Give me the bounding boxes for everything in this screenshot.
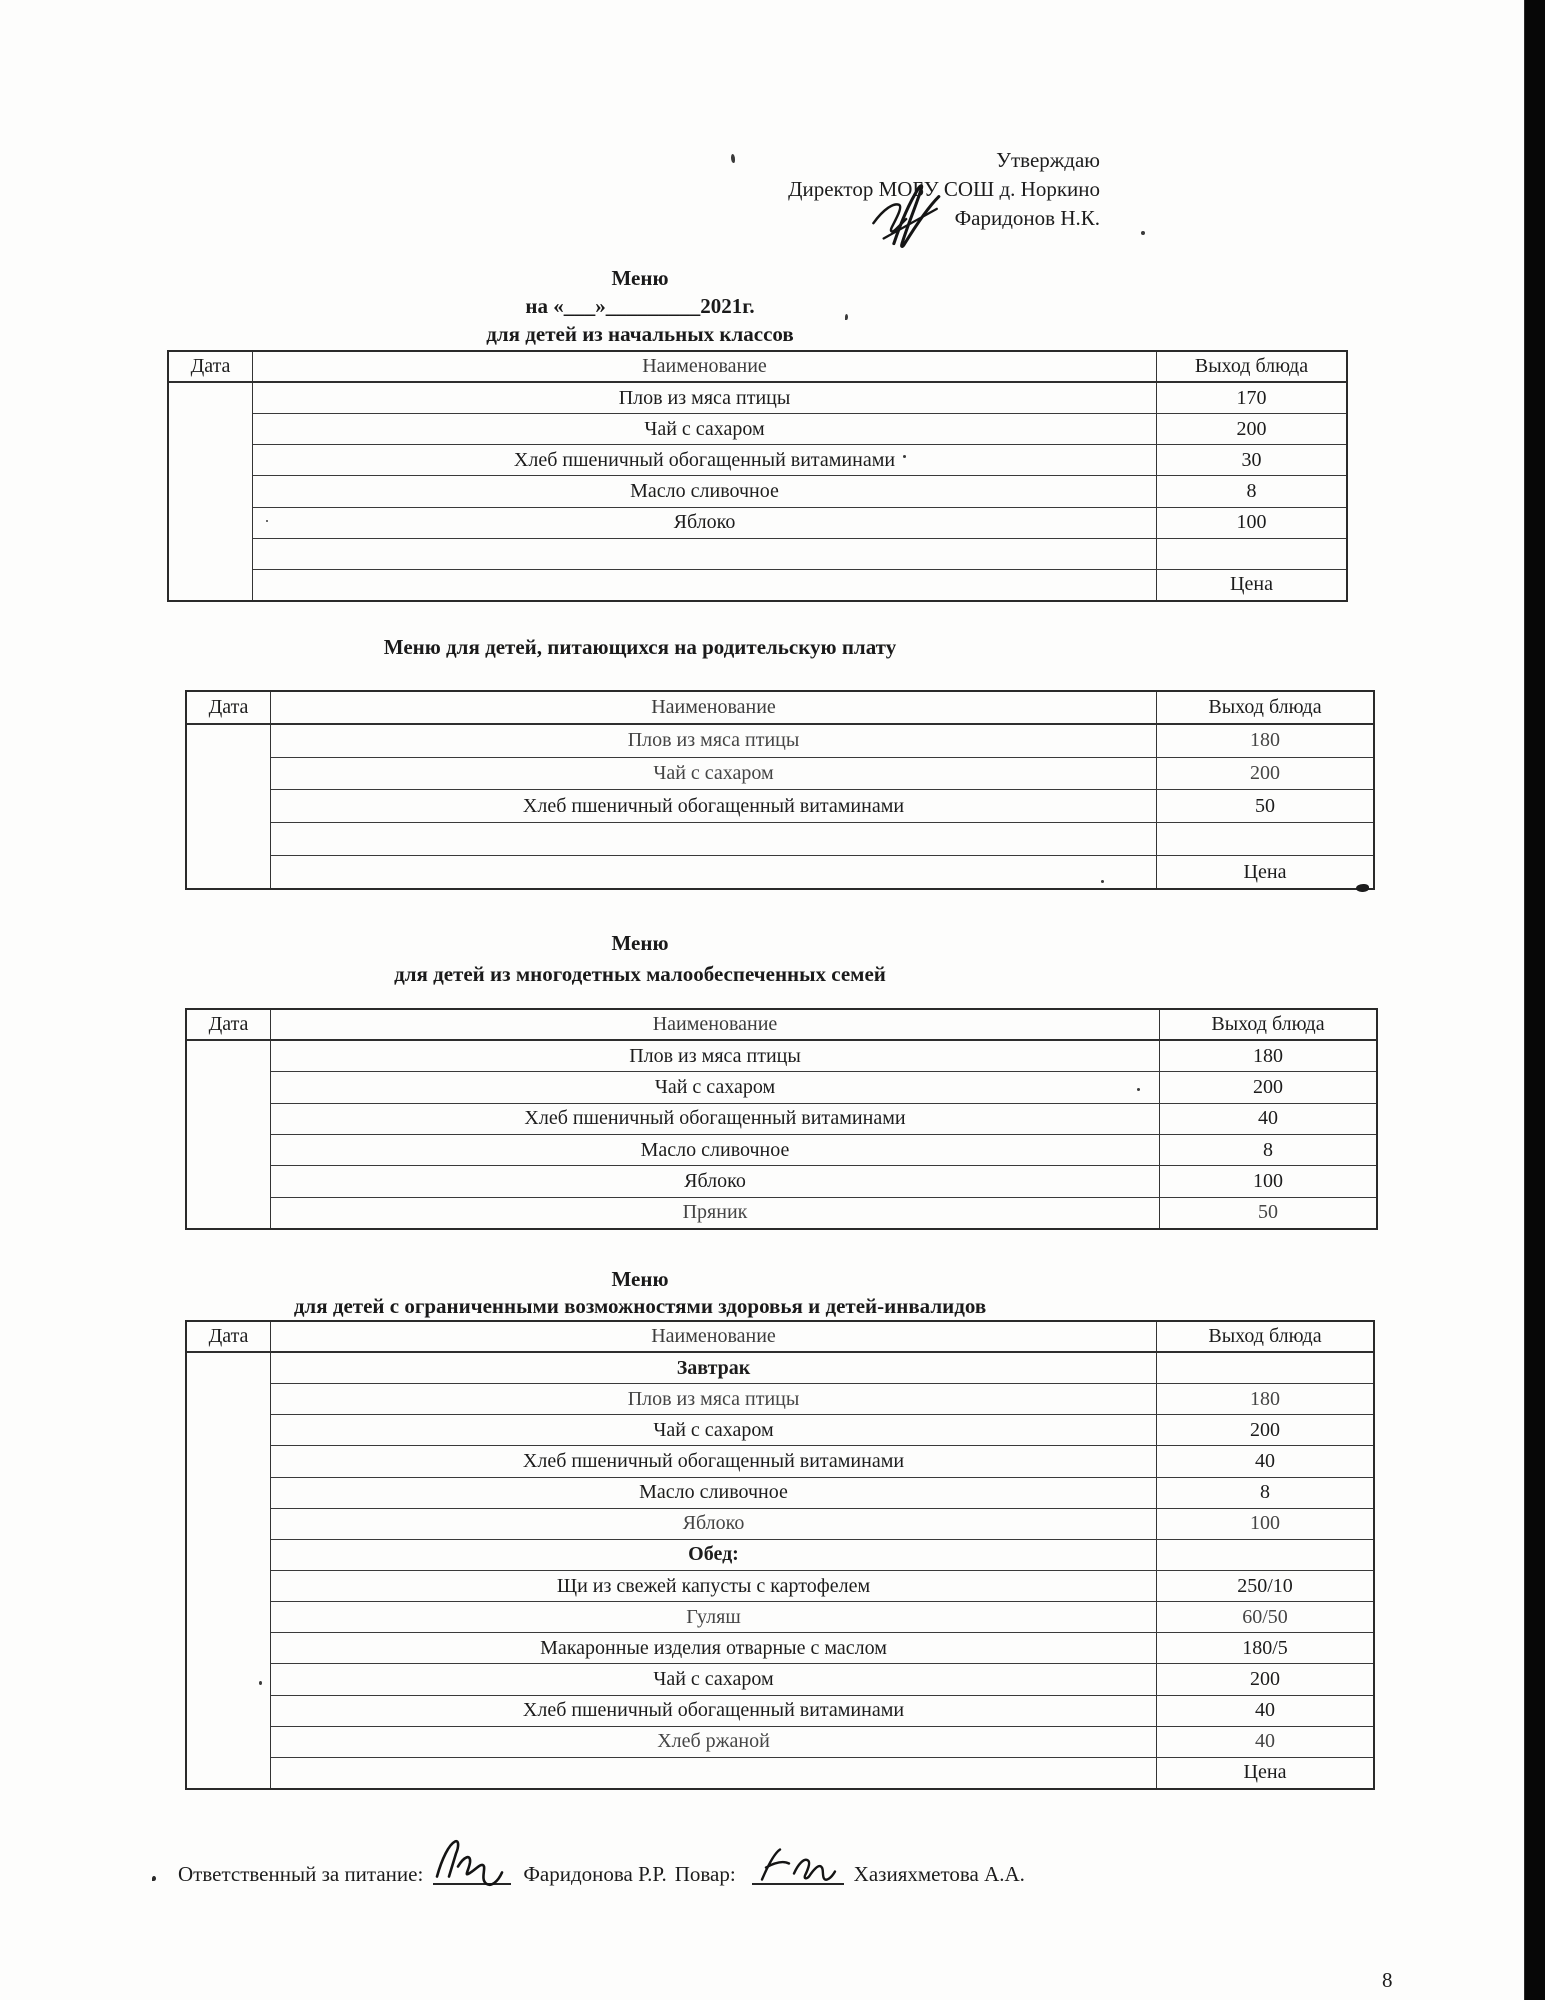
footer-signatures (178, 1862, 1033, 1887)
scan-speck (1356, 884, 1369, 892)
dish-name: Чай с сахаром (653, 1668, 774, 1691)
menu-title-2 (165, 634, 1115, 660)
dish-output: 8 (1159, 1135, 1376, 1165)
table-row (271, 725, 1373, 757)
table-row (253, 475, 1346, 506)
dish-output: Цена (1156, 1758, 1373, 1788)
dish-output: 40 (1156, 1696, 1373, 1726)
scan-speck (1137, 1088, 1140, 1091)
column-header-output: Выход блюда (1156, 1322, 1373, 1351)
dish-output: Цена (1156, 570, 1346, 600)
menu-table-disabled-children (185, 1320, 1375, 1790)
date-column-cell (187, 725, 271, 888)
dish-name: Макаронные изделия отварные с маслом (540, 1636, 887, 1659)
table-row (271, 1197, 1376, 1228)
table-row (271, 1539, 1373, 1570)
menu-title-line: Меню для детей, питающихся на родительскую плату (383, 635, 897, 659)
dish-name: Плов из мяса птицы (629, 1044, 801, 1067)
approval-line-2: Директор МОБУ СОШ д. Норкино (788, 177, 1100, 201)
menu-title-line: для детей из начальных классов (486, 322, 794, 346)
dish-name: Плов из мяса птицы (618, 386, 791, 409)
dish-output: 200 (1156, 1415, 1373, 1445)
dish-name: Щи из свежей капусты с картофелем (556, 1574, 871, 1597)
page-number: 8 (1382, 1968, 1393, 1992)
responsible-label: Ответственный за питание: (178, 1862, 424, 1886)
dish-name: Плов из мяса птицы (627, 1387, 800, 1410)
table-row (271, 1477, 1373, 1508)
dish-name: Хлеб ржаной (657, 1730, 770, 1753)
dish-output: 180 (1159, 1041, 1376, 1071)
table-header (187, 1010, 1376, 1041)
dish-name: Яблоко (682, 1512, 745, 1535)
column-header-date: Дата (187, 1010, 271, 1039)
table-row (253, 383, 1346, 413)
dish-output: 180 (1156, 725, 1373, 757)
scan-speck (731, 154, 735, 163)
approval-line-1: Утверждаю (996, 148, 1100, 172)
director-signature (855, 180, 947, 252)
menu-title-4 (165, 1266, 1115, 1320)
dish-output (1156, 823, 1373, 855)
column-header-output: Выход блюда (1156, 692, 1373, 723)
scan-edge-bar (1524, 0, 1545, 2000)
table-row (271, 1165, 1376, 1196)
dish-output: 40 (1156, 1727, 1373, 1757)
date-column-cell (187, 1353, 271, 1788)
dish-name: Хлеб пшеничный обогащенный витаминами (522, 1450, 905, 1473)
dish-output (1156, 1353, 1373, 1383)
approval-block (560, 146, 1100, 233)
table-row (253, 444, 1346, 475)
table-row (271, 1353, 1373, 1383)
column-header-name: Наименование (642, 355, 767, 377)
table-row (271, 1726, 1373, 1757)
dish-output: 200 (1156, 758, 1373, 790)
dish-name: Масло сливочное (640, 1138, 790, 1161)
dish-name: Яблоко (684, 1170, 746, 1193)
table-row (271, 1632, 1373, 1663)
column-header-output: Выход блюда (1156, 352, 1346, 381)
table-header (187, 692, 1373, 725)
dish-output (1156, 1540, 1373, 1570)
menu-title-line: на «___»_________2021г. (525, 294, 755, 318)
dish-name: Чай с сахаром (653, 761, 774, 784)
column-header-date: Дата (187, 1322, 271, 1351)
dish-name: Чай с сахаром (654, 1076, 776, 1099)
table-header (169, 352, 1346, 383)
dish-output: 180/5 (1156, 1633, 1373, 1663)
table-row (271, 1383, 1373, 1414)
table-row (253, 538, 1346, 569)
menu-title-1 (165, 264, 1115, 348)
column-header-name: Наименование (651, 1325, 776, 1348)
dish-name: Плов из мяса птицы (627, 729, 800, 752)
dish-name: Масло сливочное (630, 479, 779, 502)
dish-output: 40 (1159, 1104, 1376, 1134)
dish-output: 200 (1156, 414, 1346, 444)
dish-name: Хлеб пшеничный обогащенный витаминами (524, 1107, 906, 1130)
dish-name: Чай с сахаром (653, 1418, 774, 1441)
dish-name: Хлеб пшеничный обогащенный витаминами (522, 794, 905, 817)
dish-output (1156, 539, 1346, 569)
scan-speck (266, 520, 268, 522)
table-row (271, 1071, 1376, 1102)
dish-output: 50 (1159, 1198, 1376, 1228)
dish-output: 200 (1159, 1072, 1376, 1102)
table-row (271, 1445, 1373, 1476)
scan-speck (845, 314, 848, 320)
dish-name: Обед: (688, 1543, 739, 1566)
table-row (253, 413, 1346, 444)
responsible-signature (433, 1881, 511, 1885)
dish-output: 50 (1156, 790, 1373, 822)
dish-name (271, 823, 1156, 855)
menu-title-3 (165, 928, 1115, 990)
menu-table-primary-classes (167, 350, 1348, 602)
dish-name: Завтрак (676, 1356, 751, 1379)
date-column-cell (169, 383, 253, 600)
dish-name (253, 539, 1156, 569)
dish-name: Чай с сахаром (644, 417, 765, 440)
table-header (187, 1322, 1373, 1353)
table-row (271, 757, 1373, 790)
dish-name: Яблоко (673, 511, 736, 534)
dish-output: 40 (1156, 1446, 1373, 1476)
menu-title-line: для детей из многодетных малообеспеченных семей (394, 962, 886, 986)
table-row (271, 1414, 1373, 1445)
dish-name: Хлеб пшеничный обогащенный витаминами (513, 448, 896, 471)
scan-speck (1101, 880, 1104, 883)
dish-name (253, 570, 1156, 600)
table-row (253, 507, 1346, 538)
dish-output: Цена (1156, 856, 1373, 888)
dish-name (271, 856, 1156, 888)
dish-output: 100 (1156, 508, 1346, 538)
dish-name (271, 1758, 1156, 1788)
dish-output: 30 (1156, 445, 1346, 475)
dish-output: 60/50 (1156, 1602, 1373, 1632)
menu-title-line: для детей с ограниченными возможностями здоровья и детей-инвалидов (293, 1294, 987, 1318)
table-row (271, 1663, 1373, 1694)
table-row (271, 789, 1373, 822)
table-row (271, 822, 1373, 855)
dish-output: 250/10 (1156, 1571, 1373, 1601)
approval-line-3: Фаридонов Н.К. (954, 206, 1100, 230)
scan-speck (903, 455, 906, 458)
menu-title-line: Меню (611, 931, 669, 955)
menu-table-parent-paid (185, 690, 1375, 890)
dish-name: Хлеб пшеничный обогащенный витаминами (522, 1699, 905, 1722)
menu-table-large-families (185, 1008, 1378, 1230)
dish-output: 100 (1159, 1166, 1376, 1196)
menu-title-line: Меню (611, 266, 669, 290)
scan-speck (152, 1876, 156, 1881)
column-header-date: Дата (187, 692, 271, 723)
scan-speck (1141, 231, 1145, 235)
dish-output: 200 (1156, 1664, 1373, 1694)
table-row (271, 1508, 1373, 1539)
dish-output: 170 (1156, 383, 1346, 413)
dish-output: 8 (1156, 1478, 1373, 1508)
cook-signature (752, 1881, 844, 1885)
dish-output: 8 (1156, 476, 1346, 506)
date-column-cell (187, 1041, 271, 1228)
cook-label: Повар: (674, 1862, 736, 1886)
dish-output: 180 (1156, 1384, 1373, 1414)
dish-name: Гуляш (686, 1605, 741, 1628)
table-row (271, 1570, 1373, 1601)
column-header-date: Дата (169, 352, 253, 381)
scan-speck (259, 1681, 262, 1685)
table-row (271, 855, 1373, 888)
table-row (253, 569, 1346, 600)
table-row (271, 1134, 1376, 1165)
dish-name: Пряник (682, 1201, 748, 1224)
table-row (271, 1103, 1376, 1134)
column-header-name: Наименование (652, 1013, 778, 1036)
dish-output: 100 (1156, 1509, 1373, 1539)
menu-title-line: Меню (611, 1267, 669, 1291)
column-header-name: Наименование (651, 695, 776, 718)
table-row (271, 1601, 1373, 1632)
dish-name: Масло сливочное (639, 1481, 788, 1504)
table-row (271, 1695, 1373, 1726)
column-header-output: Выход блюда (1159, 1010, 1376, 1039)
table-row (271, 1041, 1376, 1071)
responsible-name: Фаридонова Р.Р. (523, 1862, 667, 1886)
cook-name: Хазияхметова А.А. (853, 1862, 1025, 1886)
table-row (271, 1757, 1373, 1788)
